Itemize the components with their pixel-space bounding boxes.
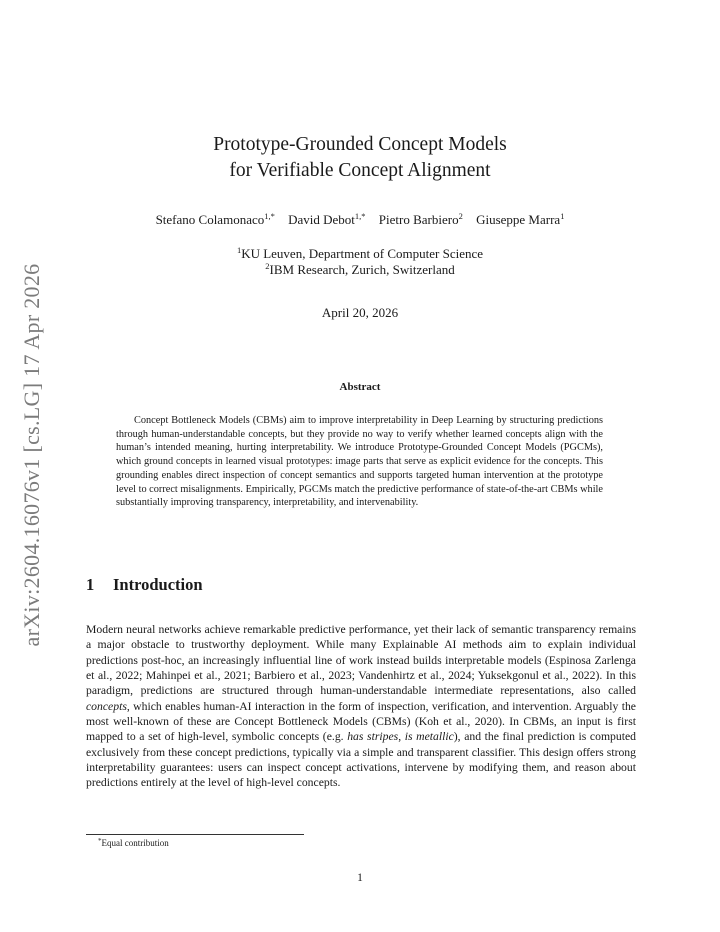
author-affiliation-mark: 2 bbox=[458, 211, 463, 221]
author-list bbox=[0, 211, 720, 229]
section-title: Introduction bbox=[113, 575, 203, 594]
affiliation-text: IBM Research, Zurich, Switzerland bbox=[269, 262, 455, 277]
affiliation bbox=[0, 262, 720, 278]
author-name: David Debot bbox=[288, 212, 355, 227]
affiliation-text: KU Leuven, Department of Computer Science bbox=[241, 246, 484, 261]
author-name: Stefano Colamonaco bbox=[155, 212, 265, 227]
footnote-text: Equal contribution bbox=[101, 838, 169, 848]
page-number: 1 bbox=[357, 872, 363, 884]
affiliation bbox=[0, 246, 720, 262]
affiliation-mark: 1 bbox=[236, 245, 242, 255]
intro-example-1: has stripes bbox=[347, 730, 399, 744]
arxiv-identifier: arXiv:2604.16076v1 [cs.LG] 17 Apr 2026 bbox=[19, 263, 44, 647]
paper-title bbox=[0, 132, 720, 184]
author bbox=[476, 212, 564, 227]
paper-date: April 20, 2026 bbox=[321, 305, 399, 320]
author bbox=[156, 212, 275, 227]
author-affiliation-mark: 1,* bbox=[354, 211, 366, 221]
author bbox=[288, 212, 365, 227]
intro-paragraph bbox=[86, 622, 636, 791]
intro-example-separator: , bbox=[398, 730, 405, 744]
abstract-text: Concept Bottleneck Models (CBMs) aim to improve interpretability in Deep Learning by structuring predictions through human-understandable concepts, but they provide no way to verify whether learned concepts align with the human’s intended meaning, hurting interpretability. We introduce Prototype-Grounded Concept Models (PGCMs), which ground concepts in learned visual prototypes: image parts that serve as explicit evidence for the concepts. This grounding enables direct inspection of concept semantics and supports targeted human intervention at the prototype level to correct misalignments. Empirically, PGCMs match the predictive performance of state-of-the-art CBMs while substantially improving transparency, interpretability, and intervenability. bbox=[116, 415, 603, 509]
abstract-heading: Abstract bbox=[339, 381, 381, 393]
author-name: Giuseppe Marra bbox=[476, 212, 561, 227]
author-name: Pietro Barbiero bbox=[378, 212, 459, 227]
section-number: 1 bbox=[86, 575, 95, 594]
intro-term-concepts: concepts bbox=[86, 699, 127, 713]
affiliations bbox=[0, 246, 720, 278]
intro-text-1: Modern neural networks achieve remarkable predictive performance, yet their lack of semantic transparency remains a major obstacle to trustworthy deployment. While many Explainable AI methods aim to explain individual predictions post-hoc, an increasingly influential line of work instead builds interpretable models (Espinosa Zarlenga et al., 2022; Mahinpei et al., 2021; Barbiero et al., 2023; Vandenhirtz et al., 2024; Yuksekgonul et al., 2022). In this paradigm, predictions are structured through human-understandable intermediate representations, also called bbox=[86, 623, 636, 698]
author bbox=[379, 212, 463, 227]
intro-example-2: is metallic bbox=[404, 730, 454, 744]
title-line-2: for Verifiable Concept Alignment bbox=[229, 160, 491, 181]
affiliation-mark: 2 bbox=[265, 261, 270, 271]
author-affiliation-mark: 1 bbox=[560, 211, 565, 221]
intro-text-2: , which enables human-AI interaction in the form of inspection, verification, and intervention. Arguably the most well-known of these are Concept Bottleneck Models (CBMs) (Koh et al., 2020). In CBMs, an input is first mapped to a set of high-level, symbolic concepts (e.g. bbox=[86, 699, 636, 744]
title-line-1: Prototype-Grounded Concept Models bbox=[213, 134, 507, 155]
footnote-mark: * bbox=[98, 837, 102, 845]
section-heading bbox=[86, 575, 203, 595]
author-affiliation-mark: 1,* bbox=[264, 211, 275, 221]
intro-text-3: ), and the final prediction is computed exclusively from these concept predictions, typically via a simple and transparent classifier. This design offers strong interpretability guarantees: users can inspect concept activations, intervene by modifying them, and reason about predictions entirely at the level of high-level concepts. bbox=[86, 730, 637, 790]
footnote-rule bbox=[86, 834, 304, 835]
footnote bbox=[98, 838, 169, 848]
